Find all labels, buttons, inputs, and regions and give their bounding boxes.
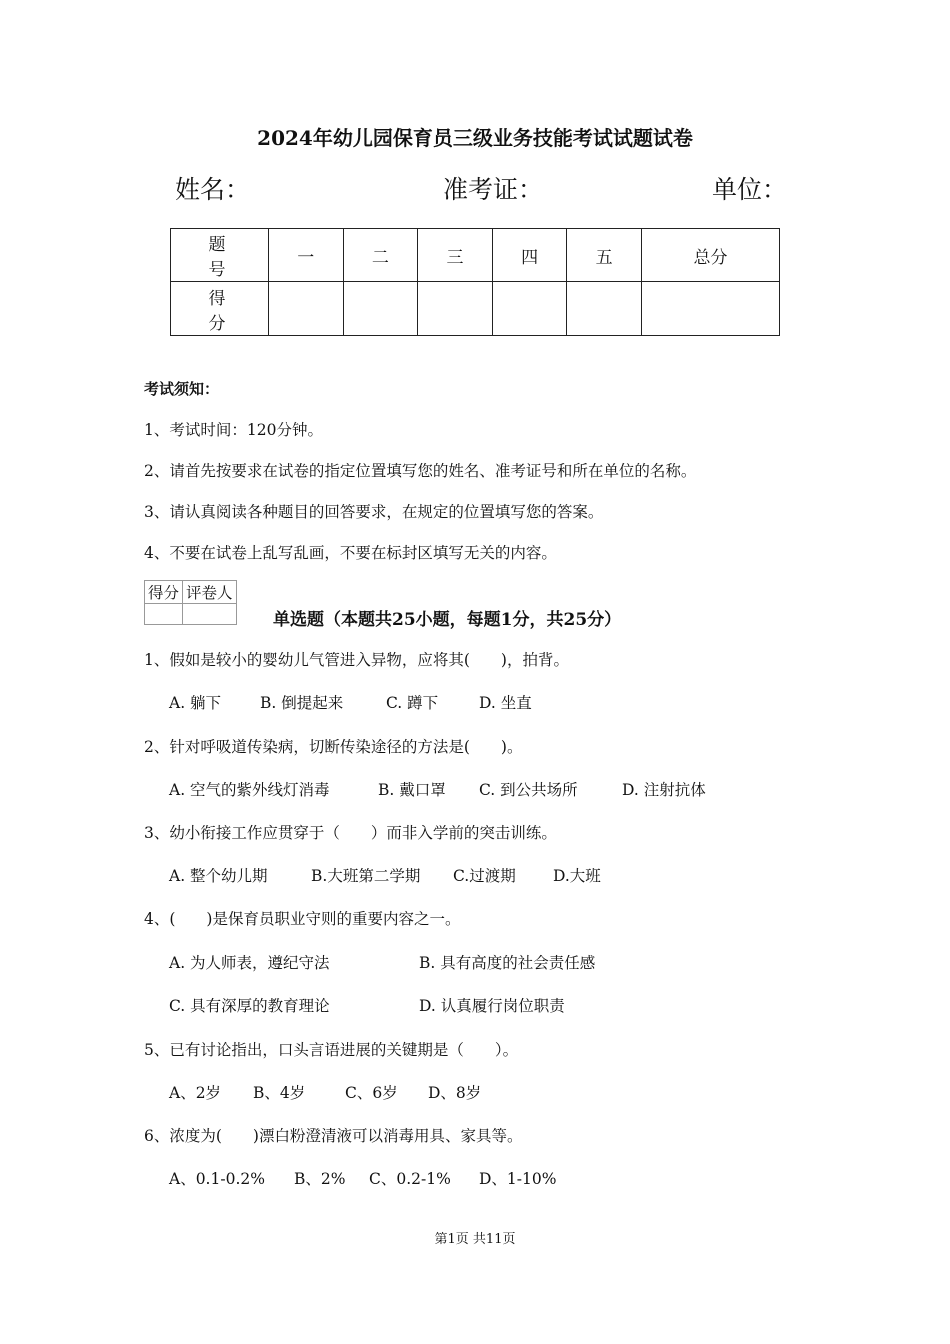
score-table-header-row <box>171 229 780 282</box>
option[interactable]: A. 整个幼儿期 <box>169 867 268 885</box>
option[interactable]: B. 倒提起来 <box>260 694 344 712</box>
page-footer: 第1页 共11页 <box>434 1232 516 1247</box>
score-table-score-row <box>171 282 780 336</box>
score-header-cell: 五 <box>567 229 642 282</box>
option[interactable]: C.过渡期 <box>453 867 516 885</box>
option[interactable]: C. 蹲下 <box>386 694 439 712</box>
score-header-cell: 题 号 <box>171 229 269 282</box>
option[interactable]: B、2% <box>294 1170 346 1188</box>
option[interactable]: A. 躺下 <box>169 694 222 712</box>
question-stem: 3、幼小衔接工作应贯穿于（ ）而非入学前的突击训练。 <box>144 824 557 842</box>
option[interactable]: A. 空气的紫外线灯消毒 <box>169 781 330 799</box>
unit-field-label: 单位： <box>712 175 788 204</box>
option[interactable]: D、8岁 <box>428 1084 482 1102</box>
option[interactable]: B、4岁 <box>253 1084 306 1102</box>
score-cell[interactable] <box>343 282 418 336</box>
option[interactable]: C、6岁 <box>345 1084 398 1102</box>
question-stem: 6、浓度为( )漂白粉澄清液可以消毒用具、家具等。 <box>144 1127 523 1145</box>
score-header-cell: 四 <box>492 229 567 282</box>
grader-reviewer-label: 评卷人 <box>183 581 237 604</box>
grader-score-cell[interactable] <box>145 604 183 625</box>
option[interactable]: A. 为人师表，遵纪守法 <box>169 954 330 972</box>
grader-score-label: 得分 <box>145 581 183 604</box>
option[interactable]: D、1-10% <box>479 1170 557 1188</box>
question-stem: 1、假如是较小的婴幼儿气管进入异物，应将其( )，拍背。 <box>144 651 569 669</box>
option[interactable]: D.大班 <box>553 867 601 885</box>
question-stem: 5、已有讨论指出，口头言语进展的关键期是（ ）。 <box>144 1041 519 1059</box>
score-row-label: 得 分 <box>171 282 269 336</box>
score-cell[interactable] <box>567 282 642 336</box>
option[interactable]: D. 坐直 <box>479 694 532 712</box>
exam-id-field-label: 准考证： <box>443 175 544 204</box>
score-header-cell: 总分 <box>641 229 779 282</box>
score-header-cell: 一 <box>269 229 344 282</box>
question-stem: 4、( )是保育员职业守则的重要内容之一。 <box>144 910 461 928</box>
option[interactable]: C、0.2-1% <box>369 1170 451 1188</box>
score-table <box>170 228 780 336</box>
option[interactable]: B. 戴口罩 <box>378 781 446 799</box>
score-cell[interactable] <box>641 282 779 336</box>
section-title: 单选题（本题共25小题，每题1分，共25分） <box>273 610 622 630</box>
document-title: 2024年幼儿园保育员三级业务技能考试试题试卷 <box>257 126 693 150</box>
grader-reviewer-cell[interactable] <box>183 604 237 625</box>
notice-item: 3、请认真阅读各种题目的回答要求，在规定的位置填写您的答案。 <box>144 503 604 521</box>
grader-box <box>144 580 237 625</box>
notice-item: 4、不要在试卷上乱写乱画，不要在标封区填写无关的内容。 <box>144 544 557 562</box>
option[interactable]: B.大班第二学期 <box>311 867 421 885</box>
option[interactable]: C. 具有深厚的教育理论 <box>169 997 330 1015</box>
name-field-label: 姓名： <box>175 175 251 204</box>
option[interactable]: B. 具有高度的社会责任感 <box>419 954 596 972</box>
notice-heading: 考试须知： <box>144 380 220 398</box>
option[interactable]: C. 到公共场所 <box>479 781 578 799</box>
option[interactable]: D. 注射抗体 <box>622 781 706 799</box>
notice-item: 1、考试时间：120分钟。 <box>144 421 323 439</box>
score-header-cell: 三 <box>418 229 493 282</box>
question-stem: 2、针对呼吸道传染病，切断传染途径的方法是( )。 <box>144 738 523 756</box>
score-cell[interactable] <box>492 282 567 336</box>
score-cell[interactable] <box>418 282 493 336</box>
option[interactable]: D. 认真履行岗位职责 <box>419 997 565 1015</box>
score-cell[interactable] <box>269 282 344 336</box>
score-header-cell: 二 <box>343 229 418 282</box>
option[interactable]: A、2岁 <box>169 1084 222 1102</box>
notice-item: 2、请首先按要求在试卷的指定位置填写您的姓名、准考证号和所在单位的名称。 <box>144 462 697 480</box>
option[interactable]: A、0.1-0.2% <box>169 1170 265 1188</box>
